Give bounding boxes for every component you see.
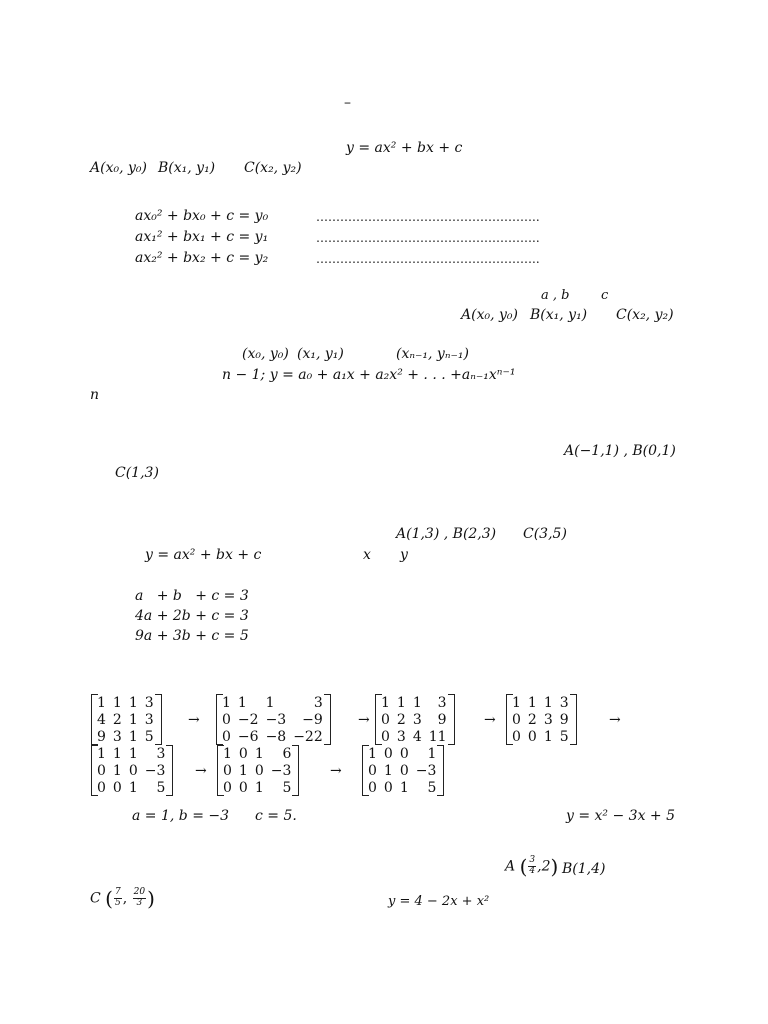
matrix-cell: 1 xyxy=(97,745,106,762)
matrix-row xyxy=(97,745,167,762)
point-c: C(x₂, y₂) xyxy=(244,160,302,176)
matrix-4 xyxy=(512,694,571,745)
matrix-cell: 0 xyxy=(383,745,393,762)
matrix-cell: 9 xyxy=(437,711,447,728)
matrix-cell: 0 xyxy=(368,762,377,779)
matrix-cell: 0 xyxy=(254,762,264,779)
matrix-row xyxy=(97,762,167,779)
system1-row-3: ax₂² + bx₂ + c = y₂ xyxy=(135,250,269,266)
matrix-cell: −22 xyxy=(293,728,323,745)
general-point-1: (x₁, y₁) xyxy=(297,346,344,362)
matrix-cell: 0 xyxy=(399,745,409,762)
matrix-cell: 0 xyxy=(128,762,138,779)
matrix-cell: 5 xyxy=(156,779,166,796)
matrix-row xyxy=(368,745,438,762)
header-dash: – xyxy=(344,95,351,111)
matrix-cell: 0 xyxy=(399,762,409,779)
matrix-cell: −3 xyxy=(144,762,166,779)
matrix-cell: 5 xyxy=(282,779,292,796)
matrix-cell: 1 xyxy=(412,694,422,711)
system1-row-2: ax₁² + bx₁ + c = y₁ xyxy=(135,229,269,245)
matrix-row xyxy=(512,711,571,728)
arrow-3: → xyxy=(484,712,496,728)
general-point-n: (xₙ₋₁, yₙ₋₁) xyxy=(396,346,469,362)
arrow-2: → xyxy=(358,712,370,728)
matrix-cell: 0 xyxy=(112,779,122,796)
matrix-cell: 0 xyxy=(238,745,248,762)
matrix-cell: 0 xyxy=(381,711,390,728)
exercise-answer: y = 4 − 2x + x² xyxy=(388,894,490,909)
n-label: n xyxy=(90,387,100,403)
matrix-cell: 2 xyxy=(112,711,122,728)
matrix-row xyxy=(97,779,167,796)
matrix-row xyxy=(512,694,571,711)
system1-row-1: ax₀² + bx₀ + c = y₀ xyxy=(135,208,269,224)
matrix-cell: 1 xyxy=(223,745,232,762)
matrix-row xyxy=(512,728,571,745)
matrix-6 xyxy=(223,745,293,796)
matrix-cell: 0 xyxy=(381,728,390,745)
matrix-cell: 3 xyxy=(396,728,406,745)
example1-points-ab: A(−1,1) , B(0,1) xyxy=(564,443,676,459)
matrix-cell: 1 xyxy=(527,694,537,711)
matrix-cell: 5 xyxy=(427,779,437,796)
matrix-cell: 0 xyxy=(222,711,231,728)
matrix-cell: 1 xyxy=(128,745,138,762)
matrix-cell: 3 xyxy=(112,728,122,745)
matrix-cell: 0 xyxy=(223,779,232,796)
matrix-row xyxy=(368,762,438,779)
matrix-cell: 11 xyxy=(428,728,447,745)
x-label: x xyxy=(363,547,371,563)
matrix-cell: 5 xyxy=(559,728,569,745)
matrix-cell: 0 xyxy=(238,779,248,796)
matrix-cell: 1 xyxy=(128,694,138,711)
matrix-row xyxy=(381,711,449,728)
matrix-row xyxy=(381,694,449,711)
general-point-0: (x₀, y₀) xyxy=(242,346,289,362)
matrix-cell: 1 xyxy=(427,745,437,762)
matrix-row xyxy=(223,745,293,762)
matrix-row xyxy=(223,762,293,779)
example2-points-ab: A(1,3) , B(2,3) xyxy=(396,526,497,542)
arrow-5: → xyxy=(195,763,207,779)
matrix-cell: 0 xyxy=(97,762,106,779)
matrix-cell: 3 xyxy=(156,745,166,762)
matrix-cell: 1 xyxy=(399,779,409,796)
matrix-cell: 1 xyxy=(128,779,138,796)
matrix-cell: 1 xyxy=(112,762,122,779)
system1-dots-3: ……………………………………………….. xyxy=(316,252,540,266)
system1-dots-2: ……………………………………………….. xyxy=(316,231,540,245)
matrix-cell: 9 xyxy=(97,728,106,745)
matrix-cell: 1 xyxy=(97,694,106,711)
matrix-cell: −3 xyxy=(415,762,437,779)
matrix-cell: 1 xyxy=(128,728,138,745)
matrix-cell: 1 xyxy=(254,745,264,762)
matrix-cell: 1 xyxy=(128,711,138,728)
matrix-cell: 3 xyxy=(437,694,447,711)
point-b: B(x₁, y₁) xyxy=(158,160,216,176)
point2-b: B(x₁, y₁) xyxy=(530,307,588,323)
y-label: y xyxy=(400,547,408,563)
matrix-cell: 3 xyxy=(144,711,154,728)
matrix-cell: 1 xyxy=(512,694,521,711)
solution-c: c = 5. xyxy=(255,808,297,824)
matrix-cell: −6 xyxy=(237,728,259,745)
matrix-5 xyxy=(97,745,167,796)
matrix-cell: 1 xyxy=(543,728,553,745)
matrix-3 xyxy=(381,694,449,745)
abc-c: c xyxy=(601,288,609,303)
point2-c: C(x₂, y₂) xyxy=(616,307,674,323)
matrix-cell: 0 xyxy=(222,728,231,745)
matrix-cell: 1 xyxy=(222,694,231,711)
matrix-cell: 1 xyxy=(112,745,122,762)
main-equation: y = ax² + bx + c xyxy=(346,140,463,156)
matrix-1 xyxy=(97,694,156,745)
matrix-cell: 0 xyxy=(97,779,106,796)
example2-equation: y = ax² + bx + c xyxy=(145,547,262,563)
abc-ab: a , b xyxy=(541,288,570,303)
matrix-row xyxy=(222,694,325,711)
matrix-cell: 1 xyxy=(265,694,275,711)
matrix-cell: −3 xyxy=(265,711,287,728)
matrix-cell: 2 xyxy=(527,711,537,728)
exercise-point-c: C ( $\frac{7}{5}$ , $\frac{20}{3}$ ) xyxy=(90,886,155,911)
matrix-cell: 1 xyxy=(381,694,390,711)
matrix-cell: 0 xyxy=(527,728,537,745)
example1-point-c: C(1,3) xyxy=(115,465,159,481)
arrow-6: → xyxy=(330,763,342,779)
matrix-cell: 0 xyxy=(223,762,232,779)
matrix-cell: 3 xyxy=(313,694,323,711)
system2-row-2: 4a + 2b + c = 3 xyxy=(135,608,249,624)
matrix-cell: 9 xyxy=(559,711,569,728)
solution-ab: a = 1, b = −3 xyxy=(132,808,230,824)
example2-point-c: C(3,5) xyxy=(523,526,567,542)
matrix-row xyxy=(223,779,293,796)
general-polynomial: n − 1; y = a₀ + a₁x + a₂x² + . . . +aₙ₋₁xⁿ⁻¹ xyxy=(222,367,516,383)
matrix-cell: −2 xyxy=(237,711,259,728)
matrix-cell: 0 xyxy=(512,728,521,745)
matrix-cell: 3 xyxy=(543,711,553,728)
matrix-row xyxy=(381,728,449,745)
matrix-cell: 1 xyxy=(543,694,553,711)
point2-a: A(x₀, y₀) xyxy=(461,307,518,323)
matrix-cell: 2 xyxy=(396,711,406,728)
matrix-cell: 1 xyxy=(254,779,264,796)
matrix-cell: 3 xyxy=(412,711,422,728)
matrix-cell: 4 xyxy=(97,711,106,728)
arrow-1: → xyxy=(188,712,200,728)
matrix-cell: 1 xyxy=(368,745,377,762)
matrix-cell: 0 xyxy=(383,779,393,796)
arrow-4: → xyxy=(609,712,621,728)
matrix-2 xyxy=(222,694,325,745)
matrix-cell: 0 xyxy=(512,711,521,728)
matrix-cell: 1 xyxy=(238,762,248,779)
system1-dots-1: ……………………………………………….. xyxy=(316,210,540,224)
matrix-row xyxy=(97,728,156,745)
matrix-row xyxy=(97,694,156,711)
matrix-row xyxy=(222,711,325,728)
point-a: A(x₀, y₀) xyxy=(90,160,147,176)
matrix-cell: 3 xyxy=(559,694,569,711)
matrix-cell: −8 xyxy=(265,728,287,745)
matrix-cell: −9 xyxy=(302,711,323,728)
matrix-row xyxy=(368,779,438,796)
matrix-cell: 3 xyxy=(144,694,154,711)
matrix-cell: 0 xyxy=(368,779,377,796)
system2-row-1: a + b + c = 3 xyxy=(135,588,249,604)
matrix-cell: 1 xyxy=(112,694,122,711)
system2-row-3: 9a + 3b + c = 5 xyxy=(135,628,249,644)
solution-result: y = x² − 3x + 5 xyxy=(566,808,676,824)
matrix-cell: 1 xyxy=(383,762,393,779)
matrix-row xyxy=(97,711,156,728)
exercise-point-b: B(1,4) xyxy=(562,861,606,877)
matrix-row xyxy=(222,728,325,745)
matrix-cell: 5 xyxy=(144,728,154,745)
matrix-cell: 6 xyxy=(282,745,292,762)
matrix-cell: 1 xyxy=(237,694,247,711)
matrix-cell: −3 xyxy=(270,762,292,779)
matrix-7 xyxy=(368,745,438,796)
exercise-point-a: A ( $\frac{3}{4}$ ,2) xyxy=(505,854,559,879)
matrix-cell: 1 xyxy=(396,694,406,711)
matrix-cell: 4 xyxy=(412,728,422,745)
